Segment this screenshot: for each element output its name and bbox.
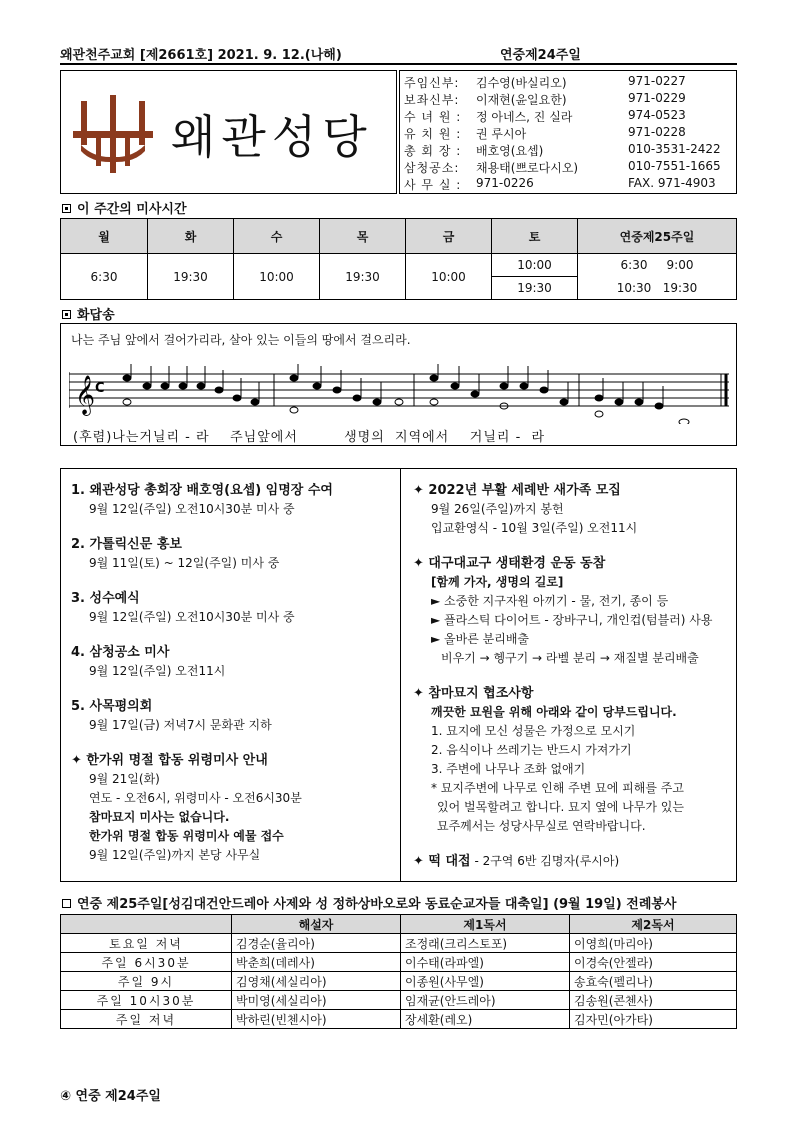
time-wed: 10:00 (234, 254, 320, 300)
notice-body: 9월 26일(주일)까지 봉헌 (431, 502, 564, 516)
bulletin-header (60, 44, 737, 63)
psalm-lyrics: (후렴)나는거닐리 - 라 주님앞에서 생명의 지역에서 거닐리 - 라 (73, 430, 546, 445)
notice-body: 입교환영식 - 10월 3일(주일) 오전11시 (431, 521, 638, 535)
notice-body: 한가위 명절 합동 위령미사 예물 접수 (89, 829, 284, 843)
time-sun-2: 10:30 19:30 (616, 280, 698, 295)
mass-section-title: 이 주간의 미사시간 (62, 198, 187, 217)
notice-body: 9월 17일(금) 저녁7시 문화관 지하 (89, 718, 272, 732)
svg-text:C: C (95, 381, 105, 396)
liturgy-slot: 주일 6시30분 (61, 953, 232, 972)
time-sat (492, 254, 578, 300)
notice-body: 비우기 → 헹구기 → 라벨 분리 → 재질별 분리배출 (441, 651, 699, 665)
section-square-icon (62, 899, 71, 908)
issue-info: 왜관천주교회 [제2661호] 2021. 9. 12.(나해) (60, 48, 342, 63)
notice-title: ✦ 대구대교구 생태환경 운동 동참 (413, 556, 606, 571)
page-footer: ④ 연중 제24주일 (60, 1089, 161, 1104)
notice-body: 3. 주변에 나무나 조화 없애기 (431, 762, 586, 776)
notice-body: 9월 12일(주일) 오전11시 (89, 664, 226, 678)
staff-name: 배호영(요셉) (476, 144, 544, 158)
liturgy-header-blank (61, 915, 232, 934)
psalm-section-title: 화답송 (62, 304, 115, 323)
sunday-name: 연중제24주일 (500, 48, 581, 63)
day-sun: 연중제25주일 (578, 219, 737, 254)
liturgy-person: 김경순(율리아) (232, 934, 401, 953)
time-sat-2: 19:30 (517, 281, 552, 295)
time-mon: 6:30 (61, 254, 148, 300)
staff-role: 수 녀 원 : (404, 110, 462, 124)
notice-body: ► 올바른 분리배출 (431, 632, 530, 646)
notice-subtitle: 깨끗한 묘원을 위해 아래와 같이 당부드립니다. (431, 705, 677, 719)
notice-body: 9월 12일(주일)까지 본당 사무실 (89, 848, 261, 862)
liturgy-slot: 주일 저녁 (61, 1010, 232, 1029)
liturgy-header-reading2: 제2독서 (570, 915, 737, 934)
notice-subtitle: [함께 가자, 생명의 길로] (431, 575, 564, 589)
notice-title: 5. 사목평의회 (71, 699, 153, 714)
staff-name: 채용태(쁘로다시오) (476, 161, 579, 175)
header-rule (60, 63, 737, 65)
liturgy-person: 이종원(사무엘) (401, 972, 570, 991)
staff-role: 유 치 원 : (404, 127, 462, 141)
staff-directory (399, 70, 737, 194)
staff-row (404, 108, 734, 123)
liturgy-person: 임재균(안드레아) (401, 991, 570, 1010)
time-sun-1: 6:30 9:00 (620, 258, 694, 273)
staff-phone: 974-0523 (628, 108, 686, 122)
notice-title: 4. 삼청공소 미사 (71, 645, 170, 660)
table-row (61, 953, 737, 972)
time-sat-1: 10:00 (492, 254, 577, 277)
church-name: 왜관성당 (171, 110, 373, 164)
notice-title: ✦ 참마묘지 협조사항 (413, 686, 534, 701)
day-wed: 수 (234, 219, 320, 254)
staff-name: 971-0226 (476, 176, 534, 190)
notice-body: 9월 21일(화) (89, 772, 160, 786)
day-fri: 금 (406, 219, 492, 254)
liturgy-slot: 주일 10시30분 (61, 991, 232, 1010)
notice-body: * 묘지주변에 나무로 인해 주변 묘에 피해를 주고 (431, 781, 684, 795)
notice-title: ✦ 2022년 부활 세례반 새가족 모집 (413, 483, 621, 498)
staff-phone: 010-3531-2422 (628, 142, 721, 156)
notice-rice-cake (413, 852, 733, 871)
staff-role: 주임신부: (404, 76, 460, 90)
liturgy-person: 박하린(빈첸시아) (232, 1010, 401, 1029)
notice-body: 묘주께서는 성당사무실로 연락바랍니다. (437, 819, 646, 833)
notice-title: ✦ 한가위 명절 합동 위령미사 안내 (71, 753, 268, 768)
liturgy-person: 이영희(마리아) (570, 934, 737, 953)
staff-phone: 971-0227 (628, 74, 686, 88)
notice-body: 1. 묘지에 모신 성물은 가정으로 모시기 (431, 724, 636, 738)
liturgy-person: 이수태(라파엘) (401, 953, 570, 972)
table-row (61, 991, 737, 1010)
staff-phone: 971-0229 (628, 91, 686, 105)
section-square-icon (62, 310, 71, 319)
section-square-icon (62, 204, 71, 213)
liturgy-slot: 주일 9시 (61, 972, 232, 991)
day-tue: 화 (148, 219, 234, 254)
liturgy-person: 김자민(아가타) (570, 1010, 737, 1029)
table-row (61, 972, 737, 991)
staff-phone: 010-7551-1665 (628, 159, 721, 173)
time-thu: 19:30 (320, 254, 406, 300)
table-row (61, 1010, 737, 1029)
staff-phone: 971-0228 (628, 125, 686, 139)
time-sun (578, 254, 737, 300)
staff-role: 보좌신부: (404, 93, 460, 107)
music-staff (69, 364, 729, 424)
liturgy-person: 박춘희(데레사) (232, 953, 401, 972)
notice-body: ► 소중한 지구자원 아끼기 - 물, 전기, 종이 등 (431, 594, 669, 608)
notices-box (60, 468, 737, 882)
time-fri: 10:00 (406, 254, 492, 300)
staff-role: 삼청공소: (404, 161, 460, 175)
notice-body: 9월 12일(주일) 오전10시30분 미사 중 (89, 502, 295, 516)
notices-left-column (71, 481, 396, 865)
staff-row (404, 74, 734, 89)
church-logo-icon (73, 95, 153, 173)
treble-clef-icon: 𝄞 (75, 375, 96, 415)
staff-row (404, 159, 734, 174)
staff-role: 사 무 실 : (404, 178, 462, 192)
liturgy-table (60, 914, 737, 1029)
liturgy-person: 조정래(크리스토포) (401, 934, 570, 953)
staff-row (404, 125, 734, 140)
notice-title: 2. 가톨릭신문 홍보 (71, 537, 182, 552)
day-thu: 목 (320, 219, 406, 254)
church-logo-box (60, 70, 397, 194)
liturgy-header-reading1: 제1독서 (401, 915, 570, 934)
staff-role: 총 회 장 : (404, 144, 462, 158)
notice-body: 있어 벌목할려고 합니다. 묘지 옆에 나무가 있는 (437, 800, 684, 814)
notice-body: 2. 음식이나 쓰레기는 반드시 가져가기 (431, 743, 632, 757)
notices-divider (400, 469, 401, 881)
notice-title: 3. 성수예식 (71, 591, 140, 606)
liturgy-header-commentator: 해설자 (232, 915, 401, 934)
notice-body: 연도 - 오전6시, 위령미사 - 오전6시30분 (89, 791, 302, 805)
mass-schedule-table (60, 218, 737, 300)
notice-body: - 2구역 6반 김명자(루시아) (470, 854, 620, 868)
liturgy-person: 박미영(세실리아) (232, 991, 401, 1010)
table-row (61, 934, 737, 953)
liturgy-person: 장세환(레오) (401, 1010, 570, 1029)
day-sat: 토 (492, 219, 578, 254)
liturgy-person: 김송원(콘첸사) (570, 991, 737, 1010)
notices-right-column (413, 481, 733, 871)
day-mon: 월 (61, 219, 148, 254)
time-tue: 19:30 (148, 254, 234, 300)
notice-title: 1. 왜관성당 총회장 배호영(요셉) 임명장 수여 (71, 483, 333, 498)
notice-body: ► 플라스틱 다이어트 - 장바구니, 개인컵(텀블러) 사용 (431, 613, 713, 627)
staff-name: 권 루시아 (476, 127, 527, 141)
notice-body: 참마묘지 미사는 없습니다. (89, 810, 230, 824)
liturgy-person: 이경숙(안젤라) (570, 953, 737, 972)
liturgy-slot: 토요일 저녁 (61, 934, 232, 953)
staff-name: 이재현(윤일요한) (476, 93, 567, 107)
psalm-response-text: 나는 주님 앞에서 걸어가리라, 살아 있는 이들의 땅에서 걸으리라. (71, 333, 411, 347)
psalm-box (60, 323, 737, 446)
staff-row (404, 176, 734, 191)
notice-body: 9월 12일(주일) 오전10시30분 미사 중 (89, 610, 295, 624)
staff-phone: FAX. 971-4903 (628, 176, 716, 190)
liturgy-section-title: 연중 제25주일[성김대건안드레아 사제와 성 정하상바오로와 동료순교자들 대축일] (9월 19일) 전례봉사 (62, 893, 677, 912)
staff-name: 정 아네스, 진 실라 (476, 110, 573, 124)
staff-row (404, 142, 734, 157)
notice-title: ✦ 떡 대접 (413, 854, 471, 869)
staff-name: 김수영(바실리오) (476, 76, 567, 90)
liturgy-person: 김영채(세실리아) (232, 972, 401, 991)
staff-row (404, 91, 734, 106)
liturgy-person: 송효숙(펠리나) (570, 972, 737, 991)
notice-body: 9월 11일(토) ~ 12일(주일) 미사 중 (89, 556, 280, 570)
